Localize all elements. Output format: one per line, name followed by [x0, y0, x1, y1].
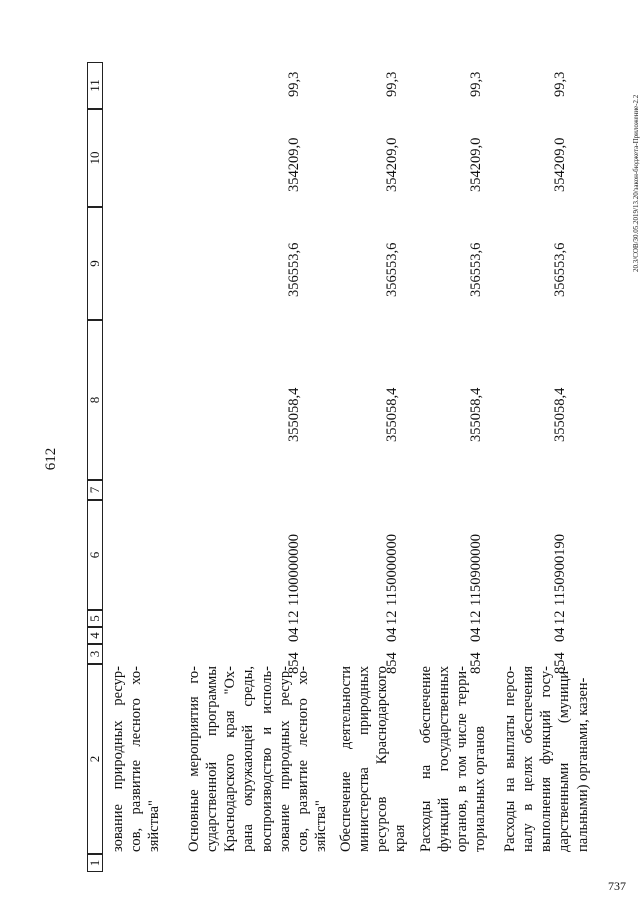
row-1-c11: 99,3: [286, 71, 302, 97]
page-number-bottom: 737: [608, 879, 626, 893]
row-3-c8: 355058,4: [468, 387, 484, 442]
row-3-c11: 99,3: [468, 71, 484, 97]
row-3-c10: 354209,0: [468, 137, 484, 192]
row-1-c9: 356553,6: [286, 242, 302, 297]
row-1-c4: 04: [286, 627, 302, 642]
footer-code: 20.3/СОВ/30.05.2019/13.20/закон-бюджета-Приложение-2.2: [632, 94, 640, 272]
row-2-c8: 355058,4: [384, 387, 400, 442]
row-1-c8: 355058,4: [286, 387, 302, 442]
row-3-c9: 356553,6: [468, 242, 484, 297]
col-header-8: 8: [87, 320, 103, 480]
col-header-7: 7: [87, 480, 103, 500]
col-header-11: 11: [87, 62, 103, 109]
row-3-c6: 1150900000: [468, 534, 484, 606]
row-1-name: Основные мероприятия го-сударственной программы Краснодарского края "Ох-рана окружающей среды, воспроизводство и исполь-зование природных ресур-сов, развитие лесного хо-зяйства": [186, 666, 329, 852]
col-header-2: 2: [87, 664, 103, 854]
row-2-name: Обеспечение деятельности министерства природных ресурсов Краснодарского края: [338, 666, 409, 852]
row-4-c6: 1150900190: [552, 534, 568, 606]
col-header-10: 10: [87, 109, 103, 207]
row-2-c11: 99,3: [384, 71, 400, 97]
row-0-name: зование природных ресур-сов, развитие лесного хо-зяйства": [110, 666, 163, 852]
rotated-table-sheet: [43, 62, 640, 872]
row-2-c4: 04: [384, 627, 400, 642]
row-2-c9: 356553,6: [384, 242, 400, 297]
col-header-6: 6: [87, 500, 103, 610]
row-1-c10: 354209,0: [286, 137, 302, 192]
row-4-c5: 12: [552, 610, 568, 625]
row-3-c3: 854: [468, 652, 484, 674]
page-number-top: 612: [43, 447, 59, 471]
row-4-c10: 354209,0: [552, 137, 568, 192]
row-4-c4: 04: [552, 627, 568, 642]
row-2-c5: 12: [384, 610, 400, 625]
col-header-4: 4: [87, 627, 103, 644]
row-4-c3: 854: [552, 652, 568, 674]
col-header-9: 9: [87, 207, 103, 320]
col-header-1: 1: [87, 854, 103, 872]
row-1-c6: 1100000000: [286, 534, 302, 606]
row-2-c3: 854: [384, 652, 400, 674]
row-4-c8: 355058,4: [552, 387, 568, 442]
row-3-c4: 04: [468, 627, 484, 642]
row-1-c3: 854: [286, 652, 302, 674]
row-4-name: Расходы на выплаты персо-налу в целях обеспечения выполнения функций госу-дарственными (муници-пальными) органами, казен-: [502, 666, 591, 852]
row-1-c5: 12: [286, 610, 302, 625]
row-2-c10: 354209,0: [384, 137, 400, 192]
col-header-3: 3: [87, 644, 103, 664]
row-4-c9: 356553,6: [552, 242, 568, 297]
row-4-c11: 99,3: [552, 71, 568, 97]
row-3-c5: 12: [468, 610, 484, 625]
row-3-name: Расходы на обеспечение функций государственных органов, в том числе терри-ториальных органов: [418, 666, 489, 852]
row-2-c6: 1150000000: [384, 534, 400, 606]
col-header-5: 5: [87, 610, 103, 627]
